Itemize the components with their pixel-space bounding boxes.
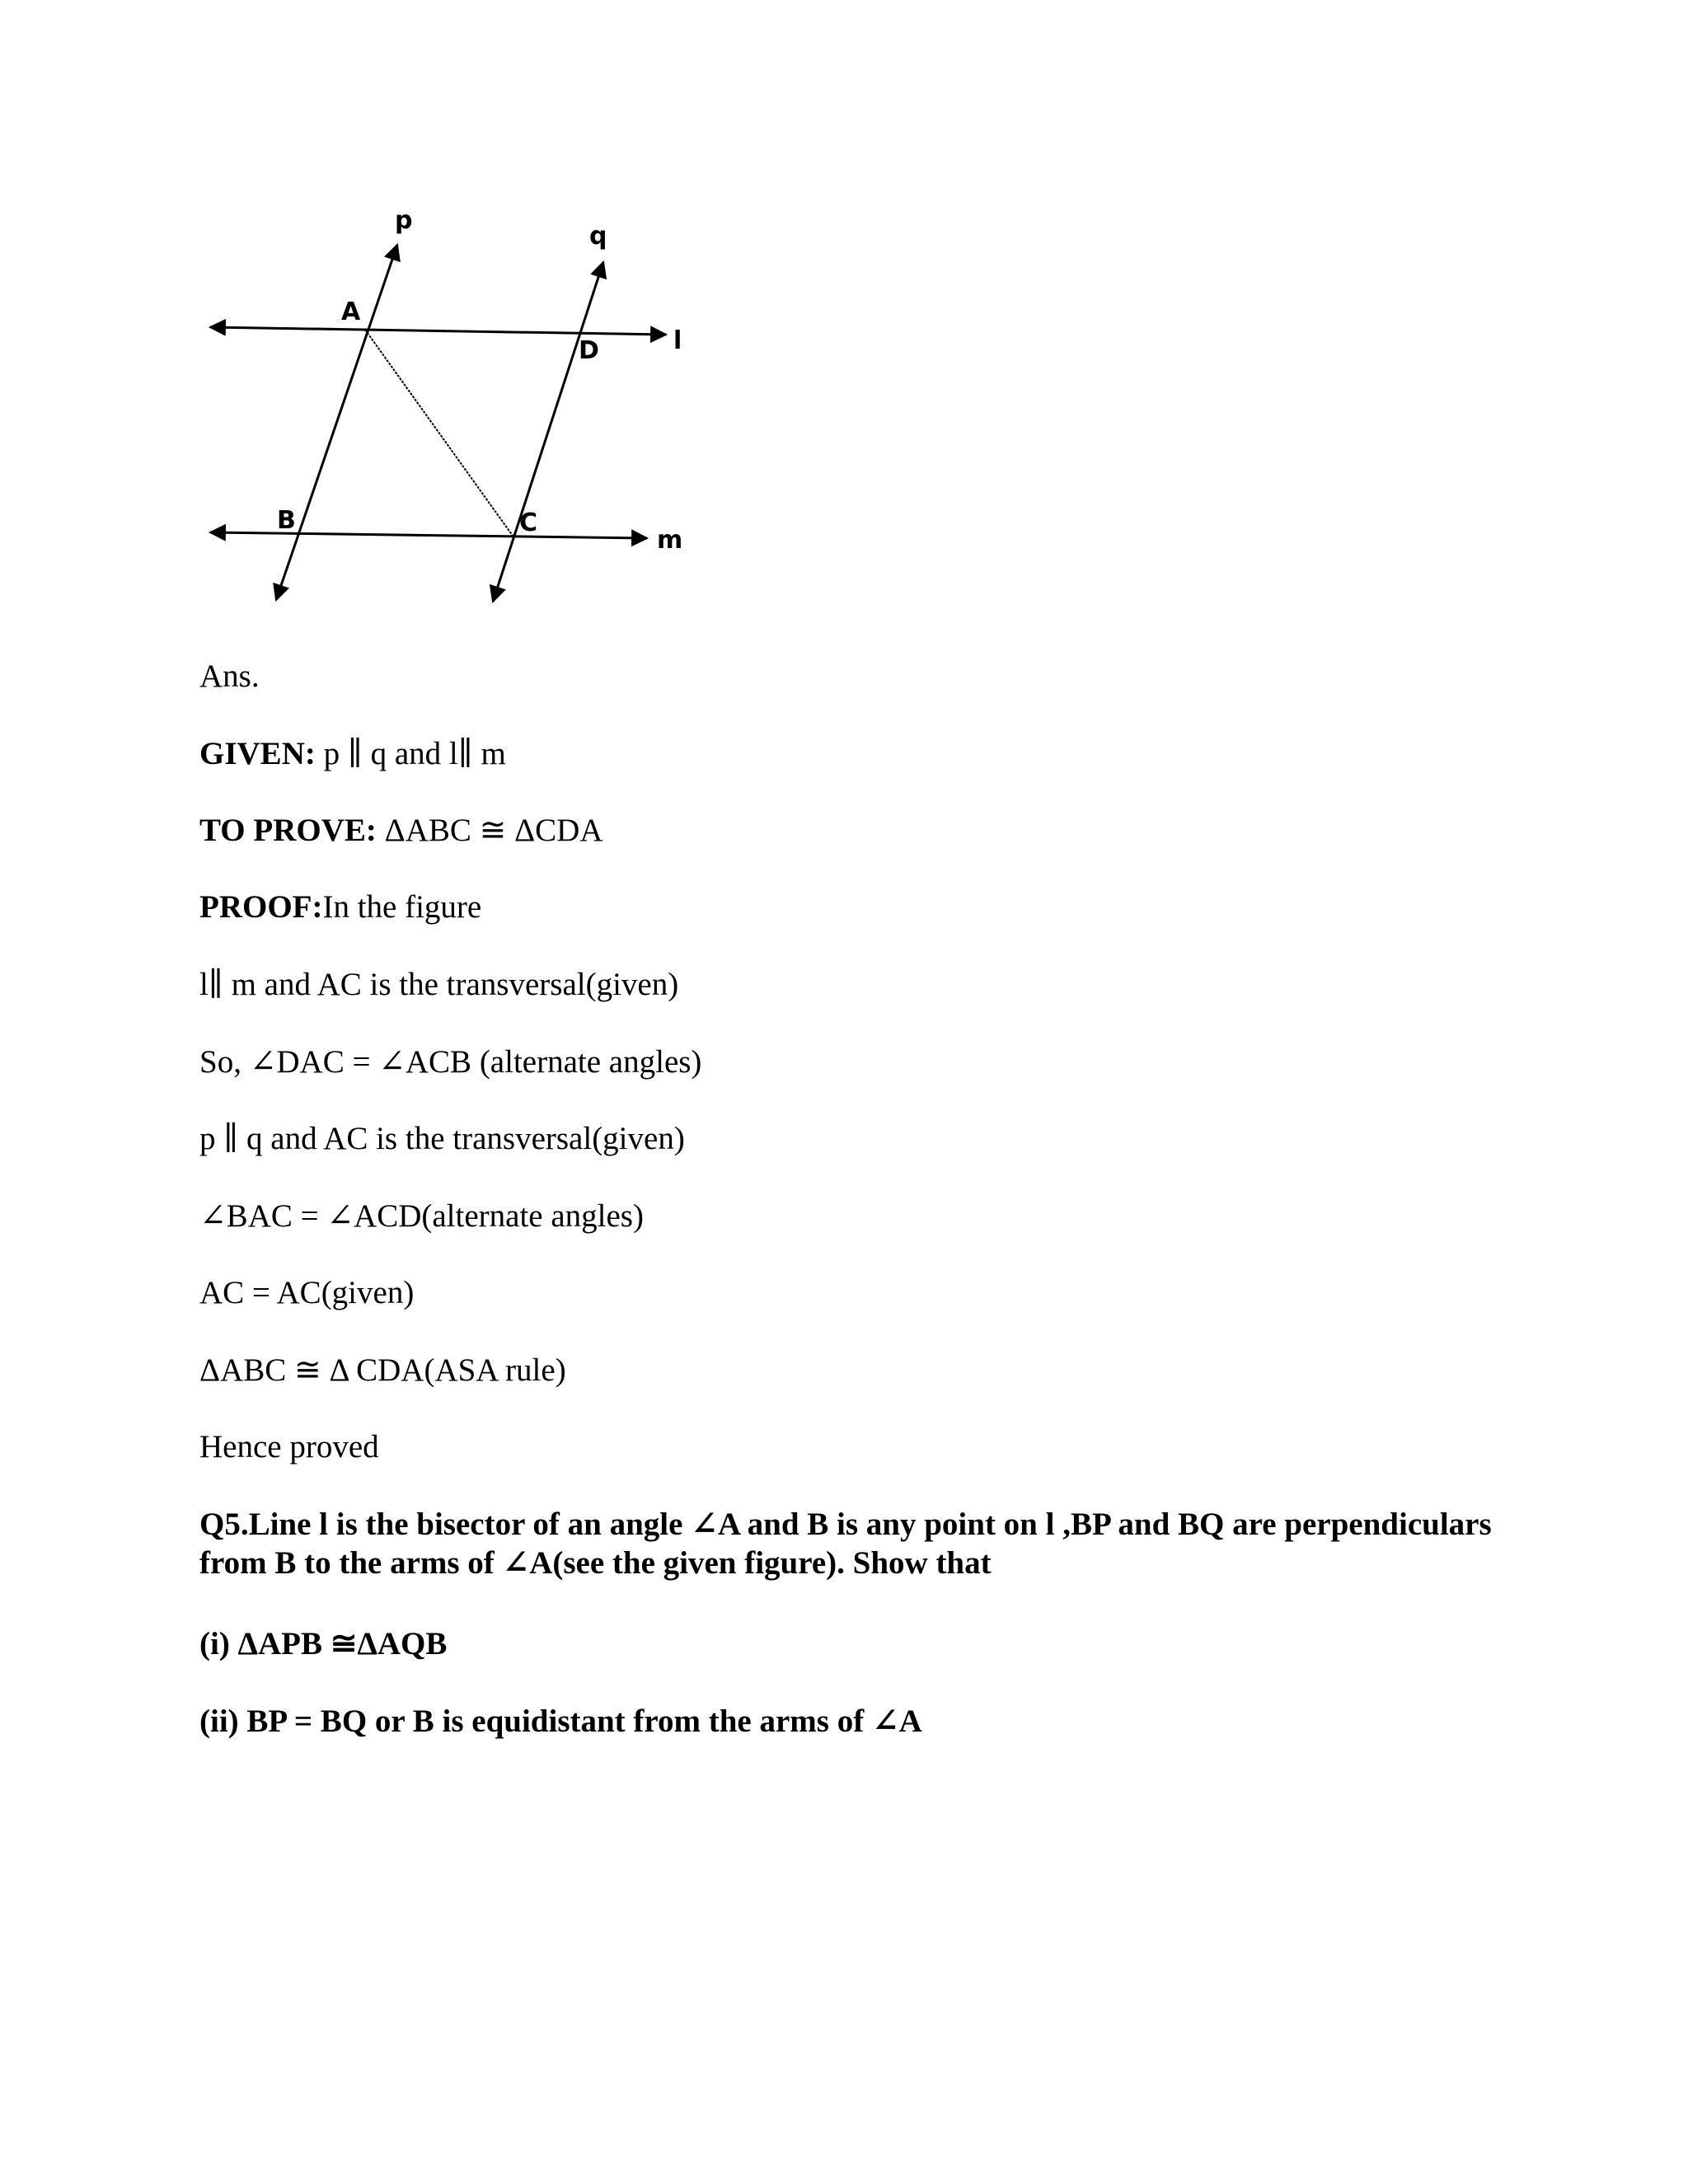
line-q [493, 262, 603, 602]
to-prove-line [199, 812, 603, 850]
proof-step: p ∥ q and AC is the transversal(given) [199, 1121, 685, 1156]
question-q5: Q5.Line l is the bisector of an angle ∠A and B is any point on l ,BP and BQ are perpendiculars from B to the arms of ∠A(see the given figure). Show that [199, 1507, 1492, 1581]
to-prove-label: TO PROVE: [199, 813, 377, 848]
label-q: q [589, 222, 607, 251]
line-m [210, 532, 647, 538]
segment-ac [365, 330, 513, 536]
label-l: l [673, 326, 682, 355]
proof-text: In the figure [322, 889, 482, 925]
given-text: p ∥ q and l∥ m [315, 736, 506, 771]
proof-label: PROOF: [199, 889, 323, 925]
given-label: GIVEN: [199, 736, 316, 771]
proof-step: So, ∠DAC = ∠ACB (alternate angles) [199, 1044, 702, 1080]
proof-step: l∥ m and AC is the transversal(given) [199, 967, 679, 1002]
ans-label: Ans. [199, 658, 260, 694]
line-l [210, 327, 666, 335]
label-p: p [395, 206, 413, 235]
label-d: D [579, 336, 599, 365]
question-part-i: (i) ΔAPB ≅ΔAQB [199, 1626, 448, 1661]
hence-proved: Hence proved [199, 1429, 379, 1465]
to-prove-text: ΔABC ≅ ΔCDA [376, 813, 603, 848]
label-c: C [519, 509, 538, 537]
label-b: B [277, 506, 296, 535]
parallel-lines-figure [198, 198, 709, 618]
figure-canvas [198, 198, 709, 618]
question-part-ii: (ii) BP = BQ or B is equidistant from the arms of ∠A [199, 1704, 922, 1739]
label-a: A [341, 298, 361, 326]
proof-step: ΔABC ≅ Δ CDA(ASA rule) [199, 1352, 566, 1388]
proof-step: AC = AC(given) [199, 1275, 415, 1310]
line-p [276, 245, 397, 600]
label-m: m [657, 526, 683, 555]
proof-step: ∠BAC = ∠ACD(alternate angles) [199, 1198, 644, 1234]
proof-line [199, 888, 481, 926]
given-line [199, 735, 506, 773]
